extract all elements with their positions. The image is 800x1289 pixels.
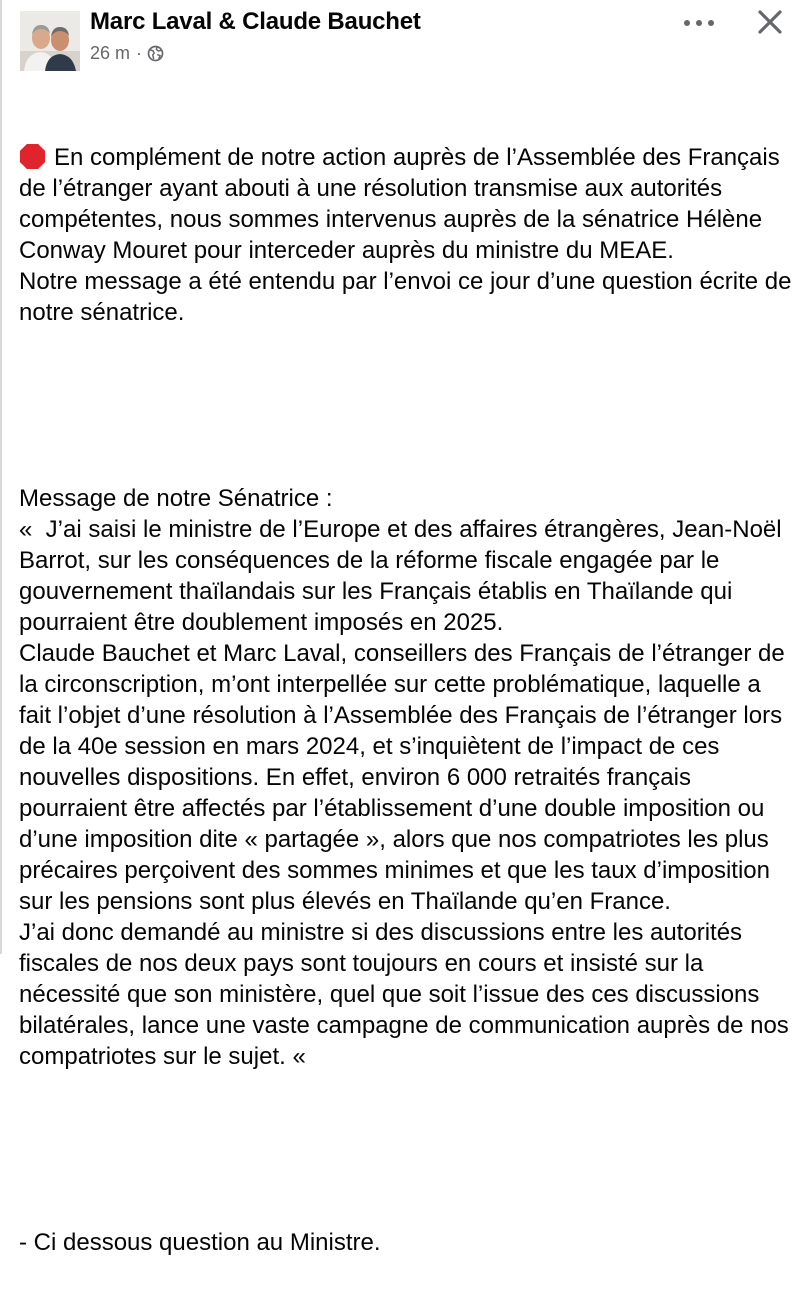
post-body [19, 80, 794, 1289]
more-dot-icon [708, 20, 714, 26]
post-paragraph [19, 1134, 794, 1165]
more-dot-icon [684, 20, 690, 26]
post-paragraph [19, 390, 794, 421]
post-time[interactable]: 26 m [90, 43, 131, 63]
stop-sign-icon [19, 143, 46, 170]
author-name[interactable]: Marc Laval & Claude Bauchet [90, 8, 421, 35]
post-paragraph: - Ci dessous question au Ministre. [19, 1229, 381, 1256]
globe-icon [147, 45, 164, 62]
post-paragraph-text: En complément de notre action auprès de l’Assemblée des Français de l’étranger ayant abouti à une résolution transmise aux autorités compétentes, nous sommes intervenus auprès de la sénatrice Hélène Conway Mouret pour interceder auprès du ministre du MEAE. Notre message a été entendu par l’envoi ce jour d’une question écrite de notre sénatrice. [19, 144, 792, 326]
author-avatar[interactable] [20, 11, 80, 71]
post-paragraph [19, 142, 794, 328]
more-options-button[interactable] [676, 6, 722, 40]
close-icon[interactable] [752, 4, 788, 40]
avatar-photo [20, 11, 80, 71]
meta-separator: · [136, 43, 143, 63]
post-paragraph: Message de notre Sénatrice : « J’ai saisi le ministre de l’Europe et des affaires étrangères, Jean-Noël Barrot, sur les conséquences de la réforme fiscale engagée par le gouvernement thaïlandais sur les Français établis en Thaïlande qui pourraient être doublement imposés en 2025. Claude Bauchet et Marc Laval, conseillers des Français de l’étranger de la circonscription, m’ont interpellée sur cette problématique, laquelle a fait l’objet d’une résolution à l’Assemblée des Français de l’étranger lors de la 40e session en mars 2024, et s’inquiètent de l’impact de ces nouvelles dispositions. En effet, environ 6 000 retraités français pourraient être affectés par l’établissement d’une double imposition ou d’une imposition dite « partagée », alors que nos compatriotes les plus précaires perçoivent des sommes minimes et que les taux d’imposition sur les pensions sont plus élevés en Thaïlande qu’en France. J’ai donc demandé au ministre si des discussions entre les autorités fiscales de nos deux pays sont toujours en cours et insisté sur la nécessité que son ministère, quel que soit l’issue des ces discussions bilatérales, lance une vaste campagne de communication auprès de nos compatriotes sur le sujet. « [19, 485, 789, 1070]
left-border [0, 0, 2, 954]
post-meta [90, 43, 164, 64]
post-header [0, 0, 800, 80]
more-dot-icon [696, 20, 702, 26]
